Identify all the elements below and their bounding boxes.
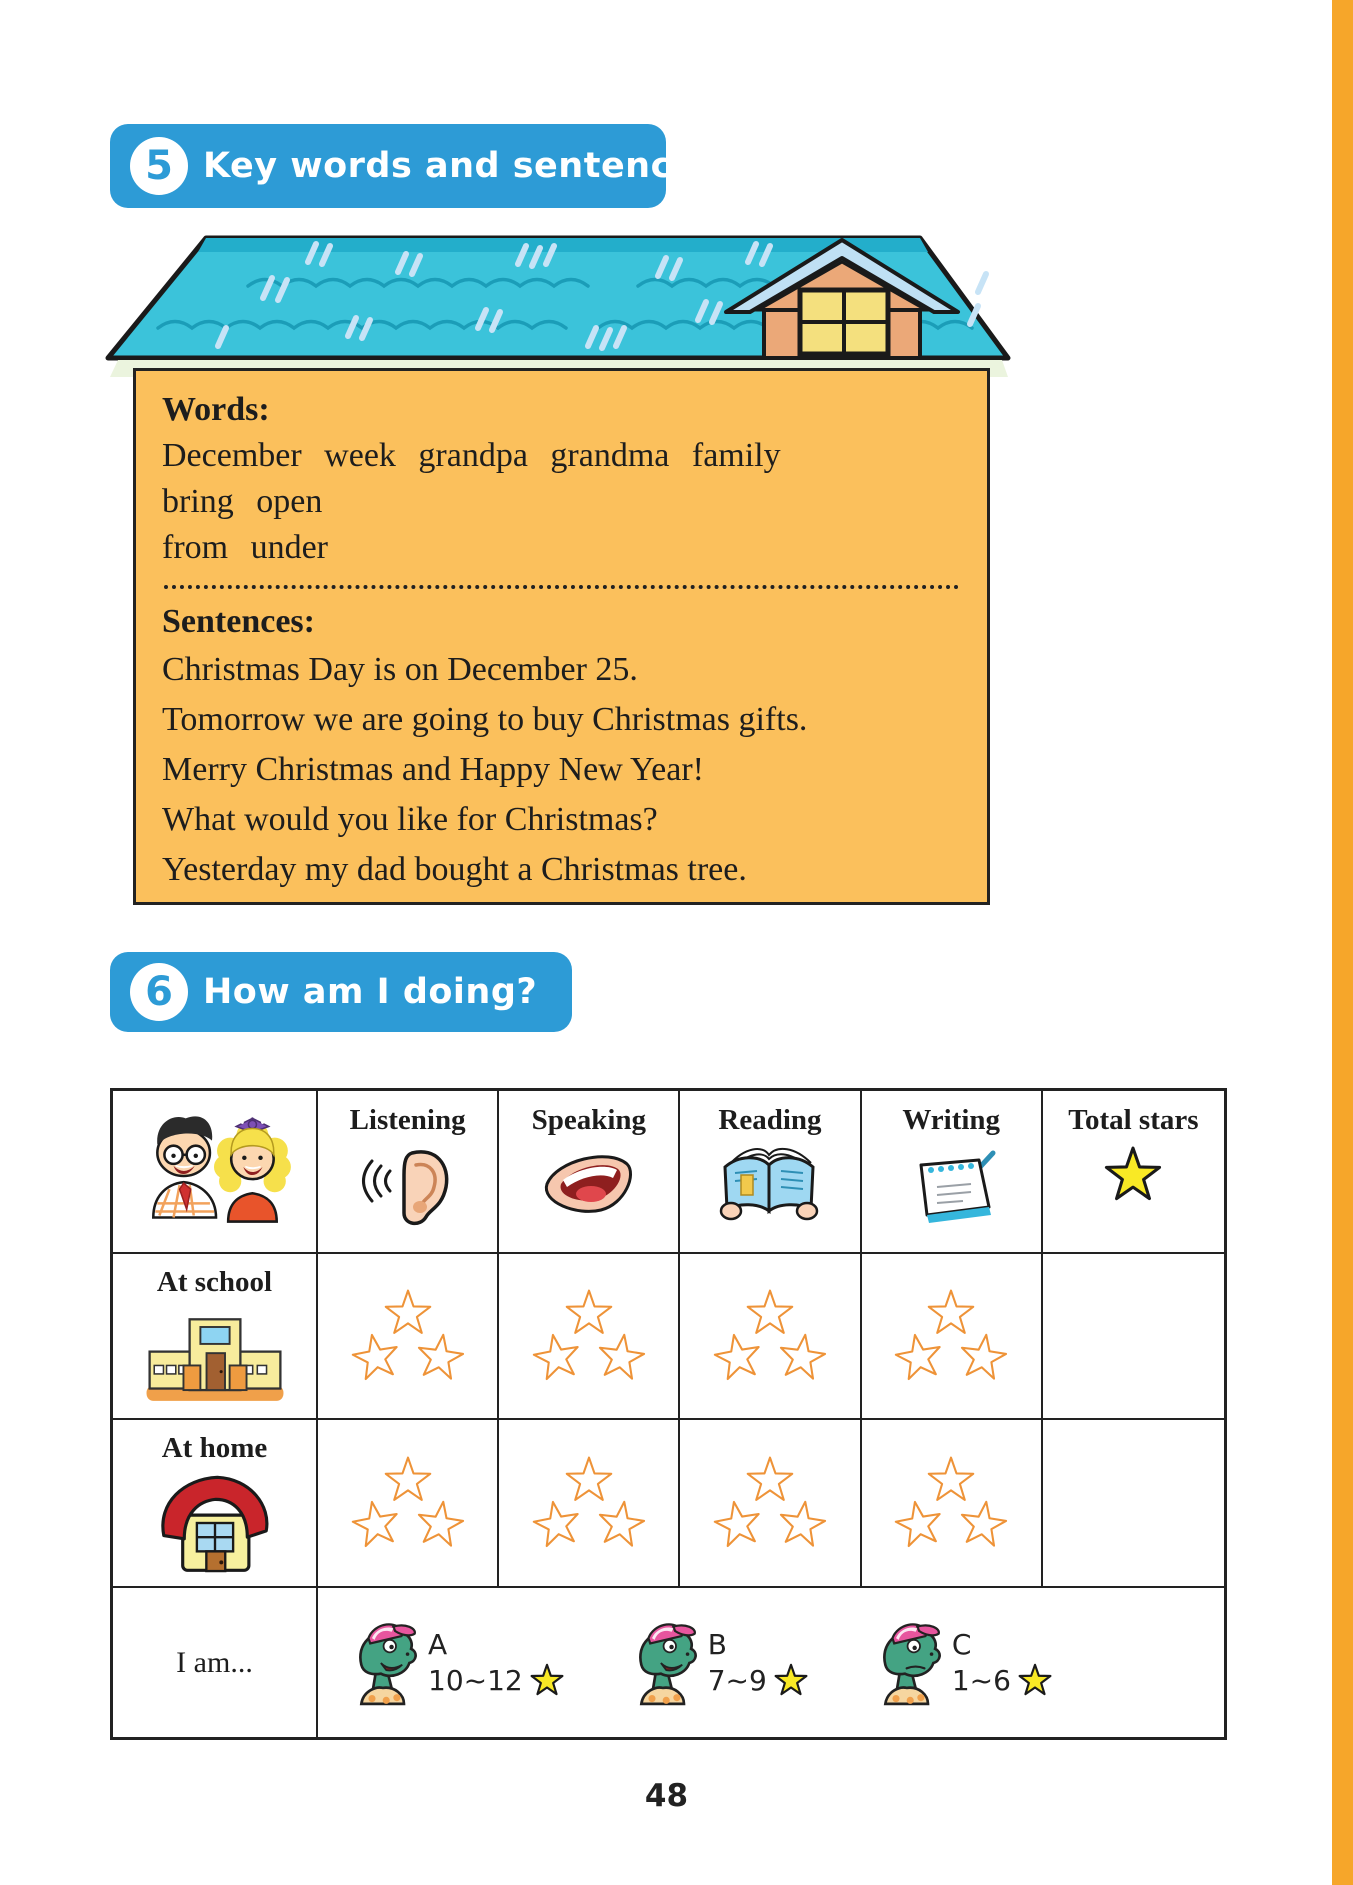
- house-roof-illustration: [98, 228, 1018, 378]
- row-label: At school: [156, 1266, 273, 1298]
- page-number: 48: [644, 1778, 689, 1814]
- total-cell-school: [1043, 1254, 1224, 1420]
- dino-icon: [620, 1617, 700, 1709]
- section6-title: How am I doing?: [203, 972, 538, 1012]
- stars-cell-school-writing: [862, 1254, 1043, 1420]
- column-label: Total stars: [1068, 1104, 1199, 1136]
- grade-star-icon: [773, 1663, 809, 1699]
- grade-range: 7~9: [707, 1663, 767, 1697]
- column-header-writing: [862, 1091, 1043, 1254]
- book-icon: [714, 1145, 826, 1225]
- i-am-label-cell: [113, 1588, 318, 1737]
- grade-letter: C: [951, 1627, 972, 1661]
- kids-icon: [129, 1110, 301, 1234]
- total-star-icon: [1102, 1145, 1164, 1207]
- mouth-icon: [539, 1145, 639, 1217]
- column-header-reading: [680, 1091, 861, 1254]
- stars-cell-school-reading: [680, 1254, 861, 1420]
- i-am-label: I am...: [176, 1645, 253, 1679]
- section6-number: 6: [130, 963, 188, 1021]
- section5-badge: [110, 124, 718, 208]
- sentence-line: Yesterday my dad bought a Christmas tree.: [162, 851, 747, 888]
- school-icon: [139, 1307, 291, 1407]
- ear-icon: [360, 1145, 456, 1229]
- page-edge-bar: [1332, 0, 1353, 1885]
- word-line: December week grandpa grandma family: [162, 437, 781, 474]
- kids-header-cell: [113, 1091, 318, 1254]
- column-label: Writing: [902, 1104, 1001, 1136]
- column-label: Reading: [718, 1104, 822, 1136]
- grade-b: [620, 1617, 809, 1709]
- grade-letter: A: [428, 1627, 448, 1661]
- grade-range: 1~6: [951, 1663, 1011, 1697]
- column-header-speaking: [499, 1091, 680, 1254]
- column-header-total-stars: [1043, 1091, 1224, 1254]
- word-line: from under: [162, 529, 329, 566]
- sentences-label: Sentences:: [162, 603, 315, 640]
- dino-icon: [340, 1617, 420, 1709]
- grade-strip: [318, 1588, 1224, 1737]
- stars-cell-home-speaking: [499, 1420, 680, 1588]
- grade-a: [340, 1617, 565, 1709]
- notebook-pen-icon: [900, 1145, 1002, 1225]
- sentence-line: Tomorrow we are going to buy Christmas gifts.: [162, 701, 808, 738]
- key-words-panel: [133, 368, 990, 905]
- grade-star-icon: [1017, 1663, 1053, 1699]
- row-label: At home: [161, 1432, 268, 1464]
- dotted-divider: [164, 585, 959, 589]
- dino-icon: [864, 1617, 944, 1709]
- row-header-at-school: [113, 1254, 318, 1420]
- words-label: Words:: [162, 391, 270, 428]
- section6-badge: [110, 952, 572, 1032]
- column-label: Listening: [349, 1104, 466, 1136]
- grade-c: [864, 1617, 1053, 1709]
- stars-cell-school-listening: [318, 1254, 499, 1420]
- home-icon: [155, 1471, 275, 1575]
- row-header-at-home: [113, 1420, 318, 1588]
- grade-star-icon: [529, 1663, 565, 1699]
- sentence-line: Christmas Day is on December 25.: [162, 651, 638, 688]
- column-label: Speaking: [531, 1104, 647, 1136]
- sentence-line: What would you like for Christmas?: [162, 801, 658, 838]
- section5-number: 5: [130, 137, 188, 195]
- stars-cell-school-speaking: [499, 1254, 680, 1420]
- section5-title: Key words and sentences: [203, 146, 718, 186]
- stars-cell-home-reading: [680, 1420, 861, 1588]
- column-header-listening: [318, 1091, 499, 1254]
- word-line: bring open: [162, 483, 323, 520]
- stars-cell-home-writing: [862, 1420, 1043, 1588]
- grade-range: 10~12: [428, 1663, 523, 1697]
- assessment-table: [110, 1088, 1227, 1740]
- total-cell-home: [1043, 1420, 1224, 1588]
- sentence-line: Merry Christmas and Happy New Year!: [162, 751, 705, 788]
- stars-cell-home-listening: [318, 1420, 499, 1588]
- grade-letter: B: [707, 1627, 727, 1661]
